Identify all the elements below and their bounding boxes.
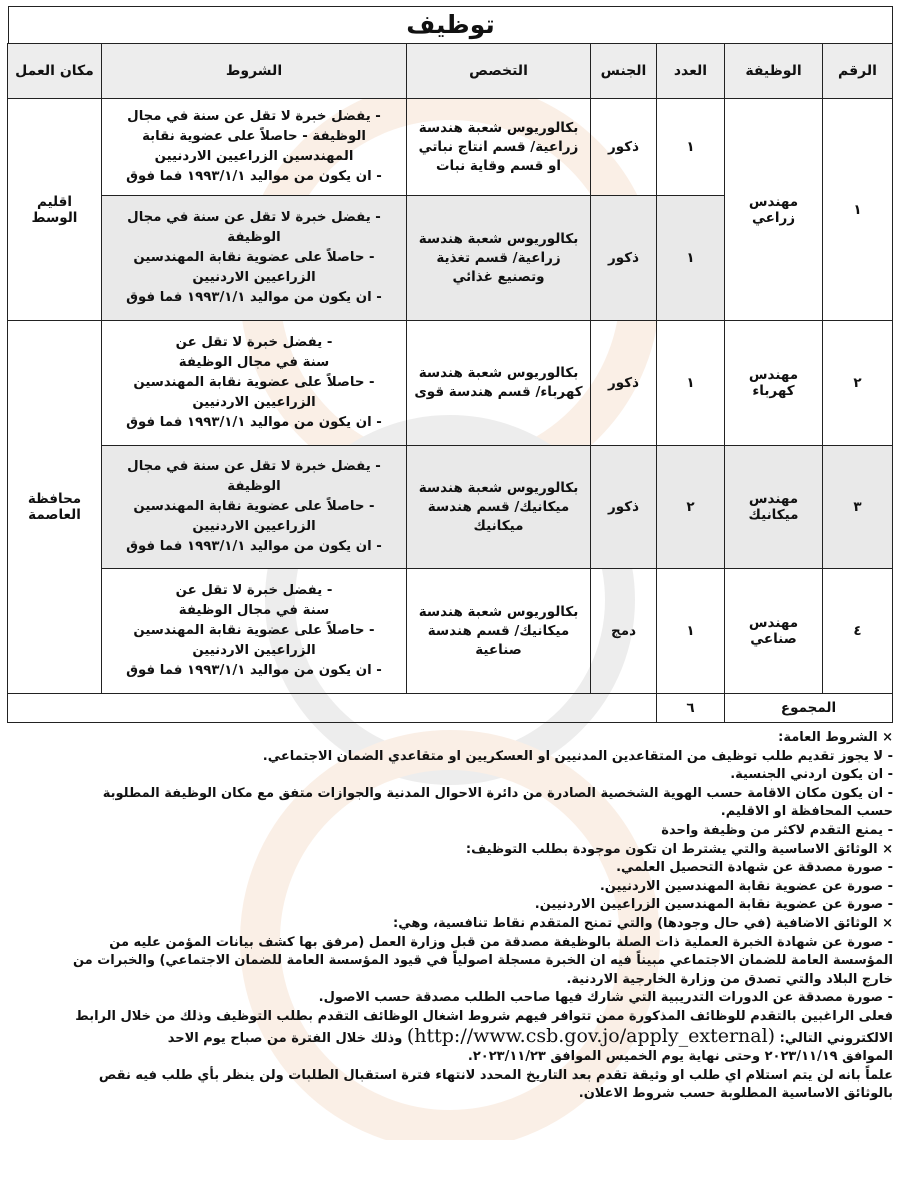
condition-line: - يفضل خبرة لا تقل عن	[175, 335, 333, 350]
header-job: الوظيفة	[725, 44, 823, 99]
total-blank	[8, 694, 657, 723]
final-note: علماً بانه لن يتم استلام اي طلب او وثيقة تقدم بعد التاريخ المحدد لانتهاء فترة استقبال الطلبات ولن ينظر بأي طلب فيه نقص	[98, 1067, 893, 1083]
job-count: ١	[657, 321, 725, 446]
jobs-table	[7, 43, 893, 723]
job-number: ٣	[823, 446, 893, 569]
job-count: ٢	[657, 446, 725, 569]
condition-line: - يفضل خبرة لا تقل عن سنة في مجال	[127, 210, 381, 225]
note-line: - صورة عن عضوية نقابة المهندسين الاردنيين.	[599, 878, 893, 894]
job-count: ١	[657, 569, 725, 694]
notes-section	[8, 729, 893, 1104]
condition-line: - حاصلاً على عضوية نقابة المهندسين	[133, 250, 375, 265]
job-location: محافظة العاصمة	[8, 321, 102, 694]
job-conditions	[102, 321, 407, 446]
job-conditions	[102, 196, 407, 321]
note-line: - صورة مصدقة عن شهادة التحصيل العلمي.	[616, 860, 893, 876]
job-announcement	[8, 6, 893, 1104]
note-line: - صورة مصدقة عن الدورات التدريبية التي شارك فيها صاحب الطلب مصدقة حسب الاصول.	[318, 990, 893, 1006]
table-row	[8, 446, 893, 569]
table-row	[8, 569, 893, 694]
total-value: ٦	[657, 694, 725, 723]
job-conditions	[102, 99, 407, 196]
job-number: ١	[823, 99, 893, 321]
condition-line: سنة في مجال الوظيفة	[178, 355, 330, 370]
apply-dates: الموافق ٢٠٢٣/١١/١٩ وحتى نهاية يوم الخميس الموافق ٢٠٢٣/١١/٢٣.	[467, 1049, 893, 1065]
page-title: توظيف	[8, 6, 893, 43]
extra-title: × الوثائق الاضافية (في حال وجودها) والتي تمنح المتقدم نقاط تنافسية، وهي:	[393, 915, 893, 931]
apply-line-2	[8, 1024, 893, 1049]
condition-line: - ان يكون من مواليد ١٩٩٣/١/١ فما فوق	[126, 415, 382, 430]
job-gender: ذكور	[591, 321, 657, 446]
condition-line: الوظيفة	[227, 479, 281, 494]
job-specialty: بكالوريوس شعبة هندسة زراعية/ قسم تغذية وتصنيع غذائي	[407, 196, 591, 321]
table-row	[8, 321, 893, 446]
job-number: ٤	[823, 569, 893, 694]
header-number: الرقم	[823, 44, 893, 99]
note-line: حسب المحافظة او الاقليم.	[720, 804, 893, 820]
header-count: العدد	[657, 44, 725, 99]
condition-line: الوظيفة - حاصلاً على عضوية نقابة	[142, 129, 366, 144]
condition-line: - حاصلاً على عضوية نقابة المهندسين	[133, 623, 375, 638]
note-line: - لا يجوز تقديم طلب توظيف من المتقاعدين المدنيين او العسكريين او متقاعدي الضمان الاجتماعي.	[262, 748, 893, 764]
condition-line: - ان يكون من مواليد ١٩٩٣/١/١ فما فوق	[126, 539, 382, 554]
apply-text: وذلك خلال الفترة من صباح يوم الاحد	[167, 1030, 403, 1046]
condition-line: الزراعيين الاردنيين	[192, 395, 316, 410]
note-line: - يمنع التقدم لاكثر من وظيفة واحدة	[661, 822, 893, 838]
job-title: مهندس كهرباء	[725, 321, 823, 446]
apply-line: فعلى الراغبين بالتقدم للوظائف المذكورة ممن تتوافر فيهم شروط اشغال الوظائف التقدم بطلب التوظيف وذلك من خلال الرابط	[75, 1008, 893, 1024]
condition-line: - يفضل خبرة لا تقل عن سنة في مجال	[127, 109, 381, 124]
job-gender: ذكور	[591, 446, 657, 569]
condition-line: - ان يكون من مواليد ١٩٩٣/١/١ فما فوق	[126, 290, 382, 305]
header-location: مكان العمل	[8, 44, 102, 99]
job-gender: ذكور	[591, 99, 657, 196]
total-label: المجموع	[725, 694, 893, 723]
header-conditions: الشروط	[102, 44, 407, 99]
job-specialty: بكالوريوس شعبة هندسة ميكانيك/ قسم هندسة ميكانيك	[407, 446, 591, 569]
header-gender: الجنس	[591, 44, 657, 99]
condition-line: - ان يكون من مواليد ١٩٩٣/١/١ فما فوق	[126, 169, 382, 184]
condition-line: - يفضل خبرة لا تقل عن سنة في مجال	[127, 459, 381, 474]
note-line: المؤسسة العامة للضمان الاجتماعي مبيناً فيه ان الخبرة مسجلة اصولياً في قيود المؤسسة العامة للضمان الاجتماعي) والخبرات من	[72, 953, 893, 969]
job-number: ٢	[823, 321, 893, 446]
condition-line: الزراعيين الاردنيين	[192, 643, 316, 658]
job-gender: دمج	[591, 569, 657, 694]
job-title: مهندس صناعي	[725, 569, 823, 694]
job-title: مهندس ميكانيك	[725, 446, 823, 569]
job-conditions	[102, 446, 407, 569]
job-title: مهندس زراعي	[725, 99, 823, 321]
note-line: - ان يكون مكان الاقامة حسب الهوية الشخصية الصادرة من دائرة الاحوال المدنية والجوازات متفق مع مكان الوظيفة المطلوبة	[102, 785, 893, 801]
condition-line: - يفضل خبرة لا تقل عن	[175, 583, 333, 598]
final-note: بالوثائق الاساسية المطلوبة حسب شروط الاعلان.	[578, 1086, 893, 1102]
job-count: ١	[657, 196, 725, 321]
job-location: اقليم الوسط	[8, 99, 102, 321]
table-row	[8, 99, 893, 196]
condition-line: سنة في مجال الوظيفة	[178, 603, 330, 618]
condition-line: المهندسين الزراعيين الاردنيين	[154, 149, 354, 164]
condition-line: - ان يكون من مواليد ١٩٩٣/١/١ فما فوق	[126, 663, 382, 678]
job-conditions	[102, 569, 407, 694]
general-title: × الشروط العامة:	[778, 730, 893, 745]
condition-line: الزراعيين الاردنيين	[192, 270, 316, 285]
condition-line: الوظيفة	[227, 230, 281, 245]
apply-link[interactable]: (http://www.csb.gov.jo/apply_external)	[406, 1024, 776, 1047]
job-count: ١	[657, 99, 725, 196]
job-gender: ذكور	[591, 196, 657, 321]
note-line: - ان يكون اردني الجنسية.	[730, 767, 893, 783]
condition-line: - حاصلاً على عضوية نقابة المهندسين	[133, 499, 375, 514]
header-specialty: التخصص	[407, 44, 591, 99]
total-row	[8, 694, 893, 723]
table-header-row	[8, 44, 893, 99]
note-line: خارج البلاد والتي تصدق من وزارة الخارجية الاردنية.	[566, 971, 893, 987]
condition-line: الزراعيين الاردنيين	[192, 519, 316, 534]
basic-title: × الوثائق الاساسية والتي يشترط ان تكون موجودة بطلب التوظيف:	[465, 841, 893, 857]
condition-line: - حاصلاً على عضوية نقابة المهندسين	[133, 375, 375, 390]
apply-text: الالكتروني التالي:	[779, 1030, 893, 1046]
note-line: - صورة عن شهادة الخبرة العملية ذات الصلة بالوظيفة مصدقة من قبل وزارة العمل (مرفق بها كشف بيانات المؤمن عليه من	[109, 934, 893, 950]
job-specialty: بكالوريوس شعبة هندسة زراعية/ قسم انتاج نباتي او قسم وقاية نبات	[407, 99, 591, 196]
job-specialty: بكالوريوس شعبة هندسة ميكانيك/ قسم هندسة صناعية	[407, 569, 591, 694]
job-specialty: بكالوريوس شعبة هندسة كهرباء/ قسم هندسة قوى	[407, 321, 591, 446]
note-line: - صورة عن عضوية نقابة المهندسين الزراعيين الاردنيين.	[534, 897, 893, 913]
